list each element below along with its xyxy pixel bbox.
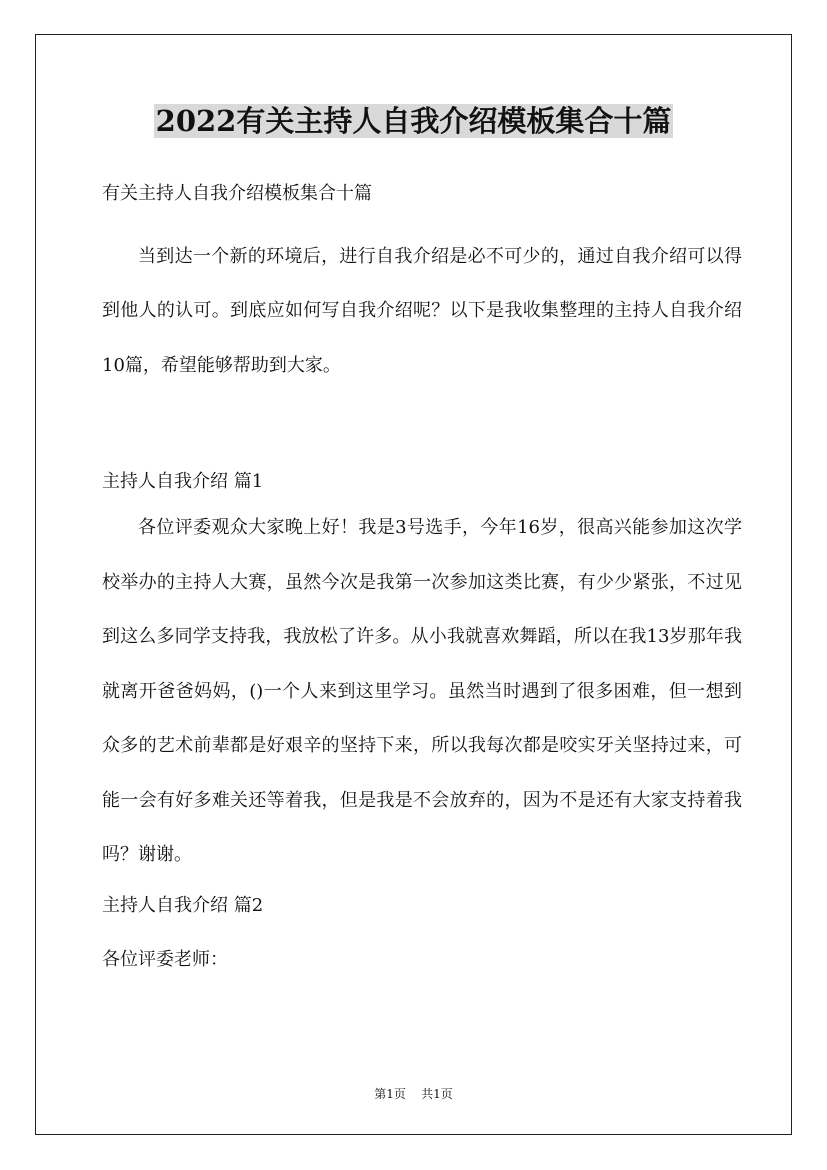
section-1-heading: 主持人自我介绍 篇1 <box>102 471 264 492</box>
document-title <box>0 100 827 142</box>
document-subtitle: 有关主持人自我介绍模板集合十篇 <box>102 183 372 204</box>
section-2-salutation: 各位评委老师： <box>102 949 228 970</box>
document-body <box>102 175 742 980</box>
section-1-paragraph: 各位评委观众大家晚上好！我是3号选手，今年16岁，很高兴能参加这次学校举办的主持人大赛，虽然今次是我第一次参加这类比赛，有少少紧张，不过见到这么多同学支持我，我放松了许多。从小我就喜欢舞蹈，所以在我13岁那年我就离开爸爸妈妈，()一个人来到这里学习。虽然当时遇到了很多困难，但一想到众多的艺术前辈都是好艰辛的坚持下来，所以我每次都是咬实牙关坚持过来，可能一会有好多难关还等着我，但是我是不会放弃的，因为不是还有大家支持着我吗？谢谢。 <box>102 517 742 865</box>
page-footer <box>0 1086 827 1102</box>
section-2-heading: 主持人自我介绍 篇2 <box>102 894 264 916</box>
intro-paragraph: 当到达一个新的环境后，进行自我介绍是必不可少的，通过自我介绍可以得到他人的认可。到底应如何写自我介绍呢？以下是我收集整理的主持人自我介绍10篇，希望能够帮助到大家。 <box>102 245 742 376</box>
page-total: 共1页 <box>421 1087 453 1101</box>
document-title-text: 2022有关主持人自我介绍模板集合十篇 <box>155 104 672 138</box>
page-number: 第1页 <box>374 1087 406 1101</box>
